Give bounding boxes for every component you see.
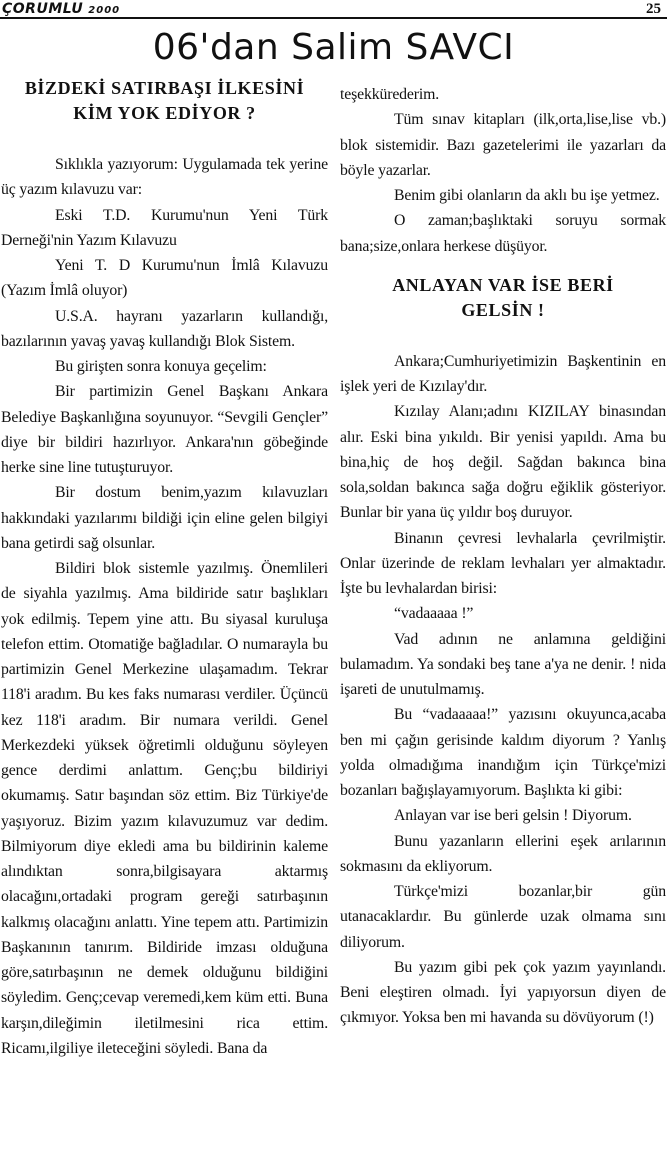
paragraph: Anlayan var ise beri gelsin ! Diyorum.: [394, 807, 632, 825]
paragraph: Tüm sınav kitapları (ilk,orta,lise,lise vb.) blok sistemidir. Bazı gazetelerimi ile yazarları da böyle yazarlar.: [340, 111, 666, 179]
right-column: [340, 82, 666, 1031]
paragraph: Vad adının ne anlamına geldiğini bulamadım. Ya sondaki beş tane a'ya ne denir. ! nida işareti de unutulmamış.: [340, 630, 666, 698]
paragraph: Bu girişten sonra konuya geçelim:: [55, 358, 267, 375]
page-header: [0, 0, 667, 22]
paragraph: Kızılay Alanı;adını KIZILAY binasından alır. Eski bina yıkıldı. Bir yenisi yapıldı. Ama bu bina,hiç de hoş değil. Sağdan bakınca bina sola,soldan bakınca sağa doğru eğiklik gösteriyor. Bunlar bir yana üç yıldır boş duruyor.: [340, 403, 666, 522]
left-heading-line1: BİZDEKİ SATIRBAŞI İLKESİNİ: [24, 78, 305, 98]
paragraph: “vadaaaaa !”: [394, 605, 474, 623]
publication-name: [2, 1, 120, 17]
paragraph: O zaman;başlıktaki soruyu sormak bana;size,onlara herkese düşüyor.: [340, 212, 666, 255]
paragraph: Ankara;Cumhuriyetimizin Başkentinin en işlek yeri de Kızılay'dır.: [340, 352, 666, 395]
paragraph: Sıklıkla yazıyorum: Uygulamada tek yerine üç yazım kılavuzu var:: [1, 156, 328, 199]
paragraph: Bu “vadaaaaa!” yazısını okuyunca,acaba ben mi çağın gerisinde kaldım diyorum ? Yanlış yolda olmadığıma inandığım için Türkçe'mizi bozanları bağışlayamıyorum. Başlıkta ki gibi:: [340, 706, 666, 799]
left-heading-line2: KİM YOK EDİYOR ?: [73, 103, 256, 123]
paragraph: Binanın çevresi levhalarla çevrilmiştir. Onlar üzerinde de reklam levhaları yer almaktadır. İşte bu levhalardan birisi:: [340, 529, 666, 597]
continuation-line: teşekkürederim.: [340, 86, 440, 103]
header-rule: [0, 17, 667, 19]
paragraph: Yeni T. D Kurumu'nun İmlâ Kılavuzu (Yazım İmlâ oluyor): [1, 257, 328, 300]
brand-name: ÇORUMLU: [2, 1, 84, 17]
left-column: [1, 74, 328, 1061]
left-heading: [1, 76, 328, 126]
paragraph: Bir partimizin Genel Başkanı Ankara Belediye Başkanlığına soyunuyor. “Sevgili Gençler” diye bir bildiri hazırlıyor. Ankara'nın göbeğinde herke sine line tutuşturuyor.: [1, 383, 328, 476]
publication-year: 2000: [88, 5, 121, 16]
paragraph: Bunu yazanların ellerini eşek arılarının sokmasını da ekliyorum.: [340, 832, 666, 875]
right-heading-line2: GELSİN !: [461, 299, 545, 320]
right-heading: [340, 273, 666, 323]
paragraph: Eski T.D. Kurumu'nun Yeni Türk Derneği'nin Yazım Kılavuzu: [1, 206, 328, 249]
page-number: 25: [646, 1, 661, 17]
article-title: 06'dan Salim SAVCI: [152, 27, 515, 68]
paragraph: Bildiri blok sistemle yazılmış. Önemlileri de siyahla yazılmış. Ama bildiride satır başlıkları yok edilmiş. Tepem yine attı. Bu siyasal kuruluşa telefon ettim. Otomatiğe bağladılar. O numarayla bu partimizin Genel Merkezine ulaşamadım. Tekrar 118'i aradım. Bu kes faks numarası verdiler. Üçüncü kez 118'i aradım. Bir numara verildi. Genel Merkezdeki yüksek öğretimli olduğunu söyleyen gence derdimi anlattım. Genç;bu bildiriyi okumamış. Satır başından söz ettim. Biz Türkiye'de yaşıyoruz. Bizim yazım kılavuzumuz var dedim. Bilmiyorum diye ekledi ama bu bildirinin kaleme alındıktan sonra,bilgisayara aktarmış olacağını,ortadaki program gereği satırbaşının kalkmış olacağını anlattı. Yine tepem attı. Partimizin Başkanının tanırım. Bildiride imzası olduğuna göre,satırbaşının ne demek olduğunu bildiğini söyledim. Genç;cevap veremedi,kem küm etti. Buna karşın,dileğimin iletilmesini rica ettim. Ricamı,ilgiliye ileteceğini söyledi. Bana da: [1, 560, 328, 1057]
right-heading-line1: ANLAYAN VAR İSE BERİ: [392, 274, 614, 295]
paragraph: Türkçe'mizi bozanlar,bir gün utanacaklardır. Bu günlerde uzak olmama sını diliyorum.: [340, 883, 666, 951]
paragraph: Benim gibi olanların da aklı bu işe yetmez.: [394, 187, 660, 204]
paragraph: U.S.A. hayranı yazarların kullandığı, bazılarının yavaş yavaş kullandığı Blok Sistem.: [1, 307, 328, 350]
paragraph: Bu yazım gibi pek çok yazım yayınlandı. Beni eleştiren olmadı. İyi yapıyorsun diyen de çıkmıyor. Yoksa ben mi havanda su dövüyorum (!): [340, 958, 666, 1027]
paragraph: Bir dostum benim,yazım kılavuzları hakkındaki yazılarımı bildiği için eline gelen bilgiyi bana getirdi sağ olsunlar.: [1, 484, 328, 552]
